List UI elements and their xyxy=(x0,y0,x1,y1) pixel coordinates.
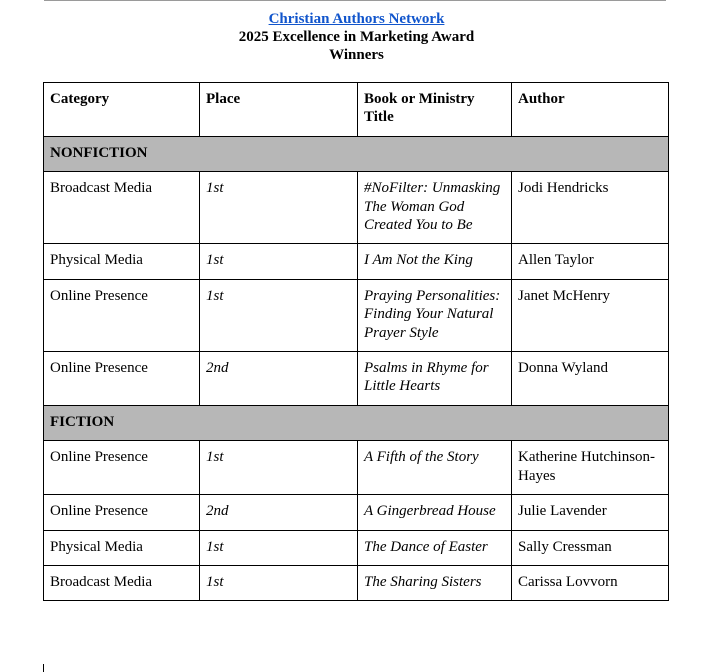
category-cell: Online Presence xyxy=(44,352,200,406)
author-cell: Sally Cressman xyxy=(512,530,669,565)
top-divider xyxy=(44,0,666,1)
place-cell: 1st xyxy=(200,279,358,351)
place-cell: 2nd xyxy=(200,352,358,406)
category-cell: Online Presence xyxy=(44,495,200,530)
table-header-row xyxy=(44,83,669,137)
title-cell: Psalms in Rhyme for Little Hearts xyxy=(358,352,512,406)
award-title: 2025 Excellence in Marketing Award xyxy=(238,29,475,45)
place-cell: 1st xyxy=(200,441,358,495)
place-cell: 1st xyxy=(200,530,358,565)
author-cell: Janet McHenry xyxy=(512,279,669,351)
award-subtitle: Winners xyxy=(329,47,384,63)
section-row-fiction xyxy=(44,405,669,440)
table-row xyxy=(44,530,669,565)
column-header-author: Author xyxy=(512,83,669,137)
category-cell: Physical Media xyxy=(44,244,200,279)
category-cell: Broadcast Media xyxy=(44,565,200,600)
document-header xyxy=(0,10,713,64)
org-link[interactable]: Christian Authors Network xyxy=(268,11,445,27)
table-row xyxy=(44,441,669,495)
place-cell: 1st xyxy=(200,172,358,244)
title-cell: Praying Personalities: Finding Your Natural Prayer Style xyxy=(358,279,512,351)
author-cell: Jodi Hendricks xyxy=(512,172,669,244)
category-cell: Online Presence xyxy=(44,441,200,495)
author-cell: Carissa Lovvorn xyxy=(512,565,669,600)
text-cursor xyxy=(43,664,44,672)
title-cell: A Fifth of the Story xyxy=(358,441,512,495)
title-cell: The Dance of Easter xyxy=(358,530,512,565)
section-row-nonfiction xyxy=(44,136,669,171)
section-label: NONFICTION xyxy=(44,136,669,171)
title-cell: I Am Not the King xyxy=(358,244,512,279)
table-row xyxy=(44,172,669,244)
place-cell: 2nd xyxy=(200,495,358,530)
title-cell: A Gingerbread House xyxy=(358,495,512,530)
section-label: FICTION xyxy=(44,405,669,440)
column-header-category: Category xyxy=(44,83,200,137)
place-cell: 1st xyxy=(200,244,358,279)
table-row xyxy=(44,279,669,351)
awards-table xyxy=(43,82,669,601)
table-row xyxy=(44,565,669,600)
author-cell: Donna Wyland xyxy=(512,352,669,406)
author-cell: Julie Lavender xyxy=(512,495,669,530)
column-header-title: Book or Ministry Title xyxy=(358,83,512,137)
title-cell: The Sharing Sisters xyxy=(358,565,512,600)
place-cell: 1st xyxy=(200,565,358,600)
category-cell: Physical Media xyxy=(44,530,200,565)
category-cell: Broadcast Media xyxy=(44,172,200,244)
table-row xyxy=(44,244,669,279)
category-cell: Online Presence xyxy=(44,279,200,351)
title-cell: #NoFilter: Unmasking The Woman God Created You to Be xyxy=(358,172,512,244)
table-row xyxy=(44,495,669,530)
column-header-place: Place xyxy=(200,83,358,137)
table-row xyxy=(44,352,669,406)
author-cell: Katherine Hutchinson-Hayes xyxy=(512,441,669,495)
author-cell: Allen Taylor xyxy=(512,244,669,279)
